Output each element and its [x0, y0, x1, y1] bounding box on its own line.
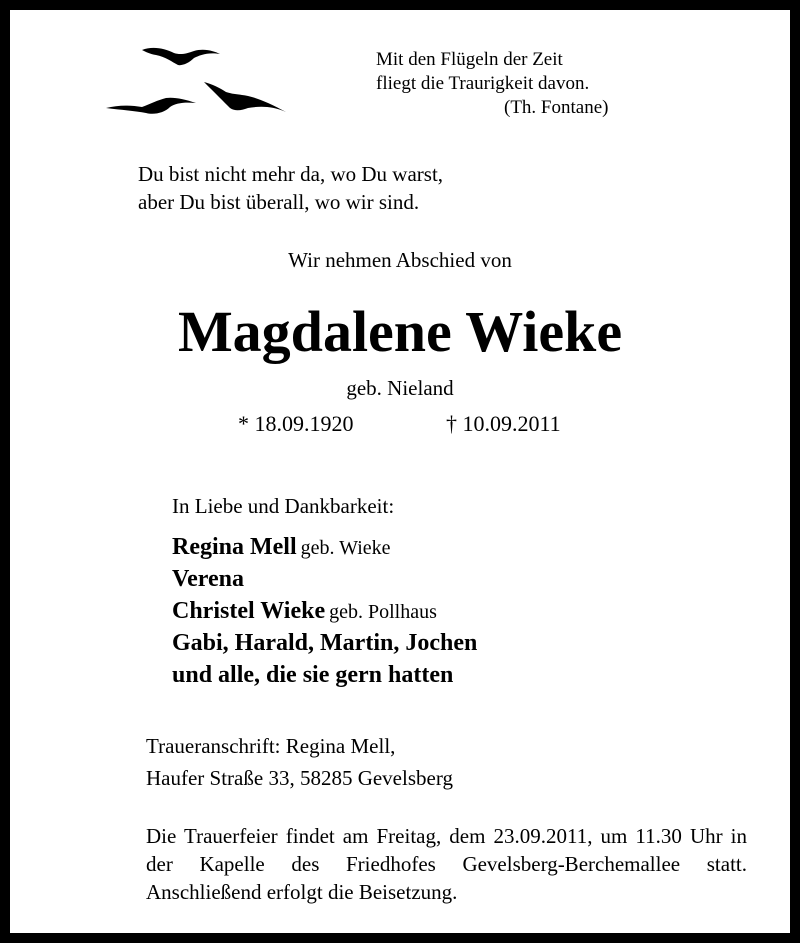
quote-line-1: Mit den Flügeln der Zeit — [376, 49, 563, 70]
mourner-row — [172, 563, 477, 595]
mourner-name: Christel Wieke — [172, 598, 326, 624]
quote-line-2: fliegt die Traurigkeit davon. — [376, 73, 590, 94]
address-line-2: Haufer Straße 33, 58285 Gevelsberg — [146, 766, 453, 790]
birth-date: * 18.09.1920 — [238, 411, 354, 436]
mourner-row — [172, 627, 477, 659]
verse-line-1: Du bist nicht mehr da, wo Du warst, — [138, 162, 444, 186]
fontane-quote — [376, 48, 608, 120]
address-line-1: Traueranschrift: Regina Mell, — [146, 734, 396, 758]
mourner-row — [172, 531, 477, 563]
mourner-name: und alle, die sie gern hatten — [172, 662, 454, 688]
quote-author: (Th. Fontane) — [504, 97, 609, 118]
flying-birds-icon — [96, 34, 296, 124]
deceased-name: Magdalene Wieke — [177, 299, 623, 364]
mourner-name: Gabi, Harald, Martin, Jochen — [172, 630, 478, 656]
verse-line-2: aber Du bist überall, wo wir sind. — [138, 190, 420, 214]
service-details: Die Trauerfeier findet am Freitag, dem 23.09.2011, um 11.30 Uhr in der Kapelle des Friedhofes Gevelsberg-Berchemallee statt. Anschließend erfolgt die Beisetzung. — [146, 824, 747, 904]
maiden-name: geb. Nieland — [346, 376, 454, 400]
mourner-name: Verena — [172, 566, 244, 592]
mourner-row — [172, 659, 477, 691]
verse — [138, 160, 443, 216]
mourning-address — [146, 730, 453, 794]
mourner-row — [172, 595, 477, 627]
farewell-intro: Wir nehmen Abschied von — [288, 248, 512, 272]
mourner-name: Regina Mell — [172, 534, 297, 560]
death-date: † 10.09.2011 — [446, 411, 561, 436]
mourner-suffix: geb. Wieke — [300, 537, 391, 559]
mourner-suffix: geb. Pollhaus — [329, 601, 437, 623]
thanks-line: In Liebe und Dankbarkeit: — [172, 494, 395, 518]
mourners-list — [172, 531, 477, 691]
